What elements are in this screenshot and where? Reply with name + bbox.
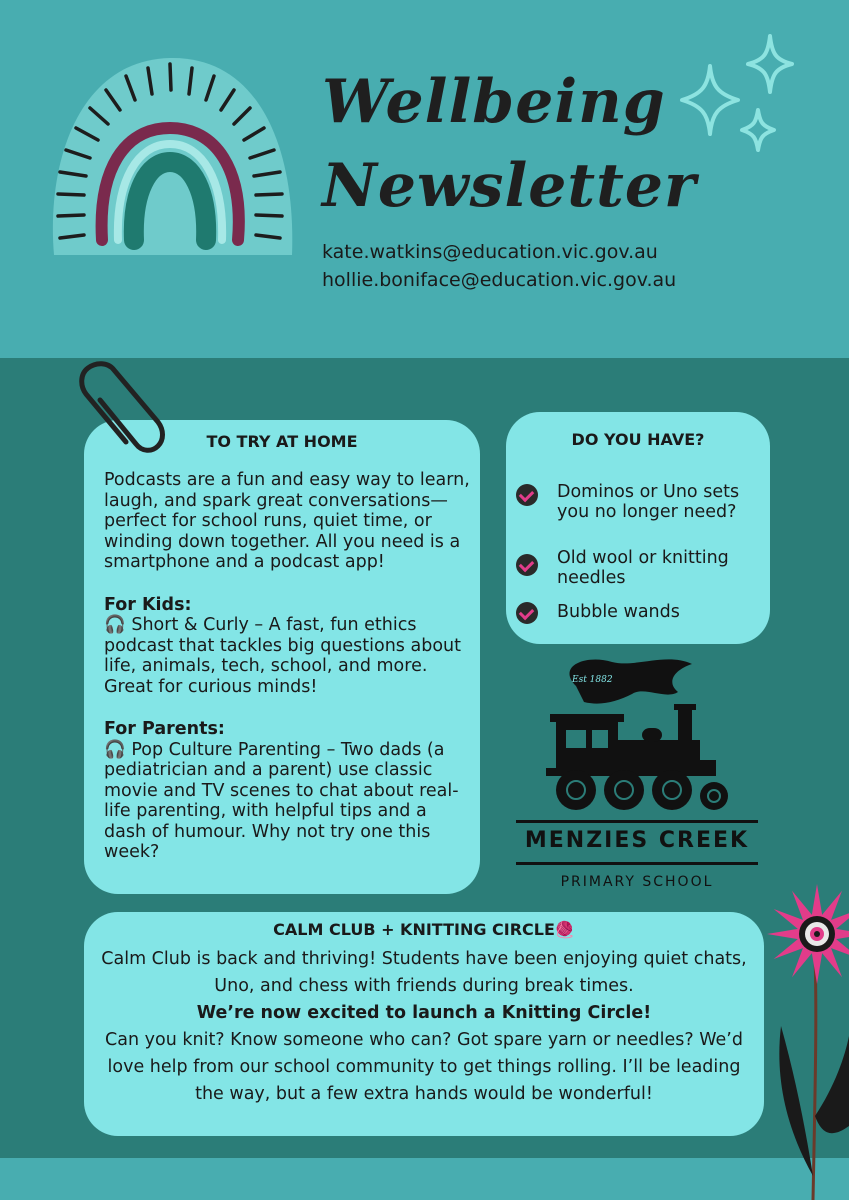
divider bbox=[516, 862, 758, 865]
contact-emails bbox=[322, 238, 676, 294]
parents-text: 🎧 Pop Culture Parenting – Two dads (a pediatrician and a parent) use classic movie and TV scenes to chat about real-life parenting, with helpful tips and a dash of humour. Why not try one this week? bbox=[104, 739, 459, 862]
intro-text: Podcasts are a fun and easy way to learn, laugh, and spark great conversations—perfect for school runs, quiet time, or winding down together. All you need is a smartphone and a podcast app! bbox=[104, 470, 470, 572]
checkmark-icon bbox=[516, 554, 538, 576]
email-link[interactable]: hollie.boniface@education.vic.gov.au bbox=[322, 269, 677, 291]
do-you-have-card bbox=[506, 412, 770, 644]
list-item-text: Dominos or Uno sets you no longer need? bbox=[557, 482, 740, 522]
knitting-announcement: We’re now excited to launch a Knitting Circle! bbox=[196, 1003, 652, 1023]
try-at-home-card bbox=[84, 420, 480, 894]
kids-text: 🎧 Short & Curly – A fast, fun ethics podcast that tackles big questions about life, animals, tech, school, and more. Great for curious minds! bbox=[104, 615, 461, 697]
card-heading: TO TRY AT HOME bbox=[206, 432, 358, 451]
list-item-text: Bubble wands bbox=[557, 602, 680, 622]
card-heading: CALM CLUB + KNITTING CIRCLE🧶 bbox=[273, 920, 575, 939]
page-title bbox=[322, 60, 697, 228]
school-subtitle: PRIMARY SCHOOL bbox=[560, 874, 714, 890]
title-line-2: Newsletter bbox=[322, 151, 697, 221]
card-body bbox=[104, 470, 470, 863]
card-heading: DO YOU HAVE? bbox=[571, 430, 705, 449]
school-name: MENZIES CREEK bbox=[524, 828, 750, 853]
train-icon bbox=[516, 656, 758, 816]
knitting-text: Can you knit? Know someone who can? Got spare yarn or needles? We’d love help from our school community to get things rolling. I’ll be leading the way, but a few extra hands would be wonderful! bbox=[105, 1030, 743, 1104]
checkmark-icon bbox=[516, 602, 538, 624]
rainbow-icon bbox=[40, 40, 302, 265]
checkmark-icon bbox=[516, 484, 538, 506]
school-logo bbox=[516, 656, 758, 896]
parents-label: For Parents: bbox=[104, 719, 225, 739]
divider bbox=[516, 820, 758, 823]
est-label: Est 1882 bbox=[572, 675, 613, 685]
flower-icon bbox=[755, 876, 849, 1200]
card-body bbox=[94, 946, 754, 1108]
calm-intro: Calm Club is back and thriving! Students have been enjoying quiet chats, Uno, and chess with friends during break times. bbox=[101, 949, 747, 996]
title-line-1: Wellbeing bbox=[322, 67, 666, 137]
footer-band bbox=[0, 1158, 849, 1200]
paperclip-icon bbox=[72, 360, 168, 464]
email-link[interactable]: kate.watkins@education.vic.gov.au bbox=[322, 241, 658, 263]
calm-club-card bbox=[84, 912, 764, 1136]
kids-label: For Kids: bbox=[104, 594, 192, 615]
list-item-text: Old wool or knitting needles bbox=[557, 548, 729, 588]
